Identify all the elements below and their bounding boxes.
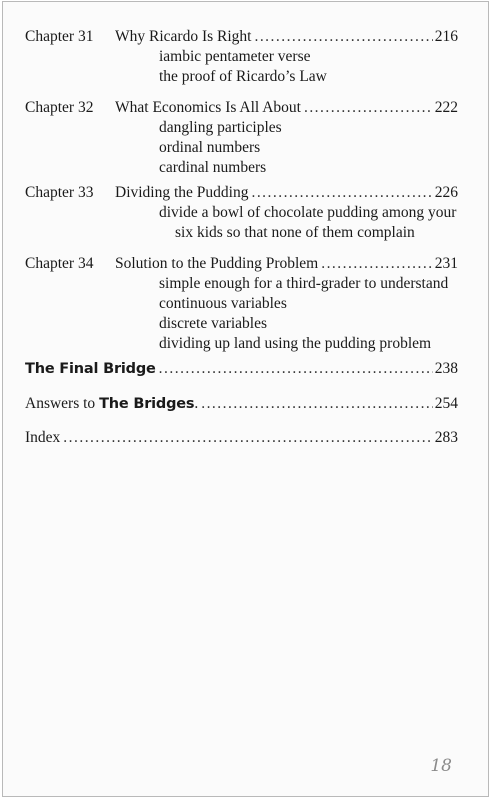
answers-prefix: Answers to (25, 395, 100, 412)
topic-line: ordinal numbers (159, 139, 261, 156)
dot-leader (321, 254, 433, 274)
topic-line: six kids so that none of them complain (175, 224, 415, 241)
page-number: 283 (434, 429, 458, 446)
dot-leader (63, 428, 432, 448)
chapter-title: What Economics Is All About (115, 99, 301, 116)
page-number: 226 (434, 184, 458, 201)
dot-leader (159, 359, 433, 379)
topic-line: cardinal numbers (159, 159, 267, 176)
page-number: 216 (434, 28, 458, 45)
book-page (2, 1, 489, 797)
chapter-label: Chapter 33 (25, 184, 94, 201)
chapter-title: Solution to the Pudding Problem (115, 255, 319, 272)
dot-leader (304, 98, 433, 118)
chapter-title: Why Ricardo Is Right (115, 28, 252, 45)
page-number: 231 (434, 255, 458, 272)
dot-leader (254, 27, 432, 47)
answers-suffix: . (194, 395, 199, 412)
chapter-label: Chapter 32 (25, 99, 94, 116)
chapter-label: Chapter 34 (25, 255, 94, 272)
topic-line: iambic pentameter verse (159, 48, 311, 65)
dot-leader (251, 183, 432, 203)
topic-line: divide a bowl of chocolate pudding among your (159, 204, 457, 221)
page-number: 222 (434, 99, 458, 116)
chapter-title: Dividing the Pudding (115, 184, 249, 201)
topic-line: the proof of Ricardo’s Law (159, 68, 327, 85)
topic-line: dangling participles (159, 119, 282, 136)
section-title: Index (25, 429, 61, 446)
section-title: The Final Bridge (25, 361, 156, 377)
answers-bold-title: The Bridges (99, 396, 195, 412)
topic-line: dividing up land using the pudding problem (159, 335, 432, 352)
chapter-label: Chapter 31 (25, 28, 94, 45)
page-number: 238 (434, 360, 458, 377)
page-folio: 18 (430, 756, 452, 776)
topic-line: continuous variables (159, 295, 287, 312)
topic-line: simple enough for a third-grader to understand (159, 275, 449, 292)
page-number: 254 (434, 395, 458, 412)
topic-line: discrete variables (159, 315, 268, 332)
dot-leader (201, 394, 433, 414)
section-title (25, 394, 198, 414)
